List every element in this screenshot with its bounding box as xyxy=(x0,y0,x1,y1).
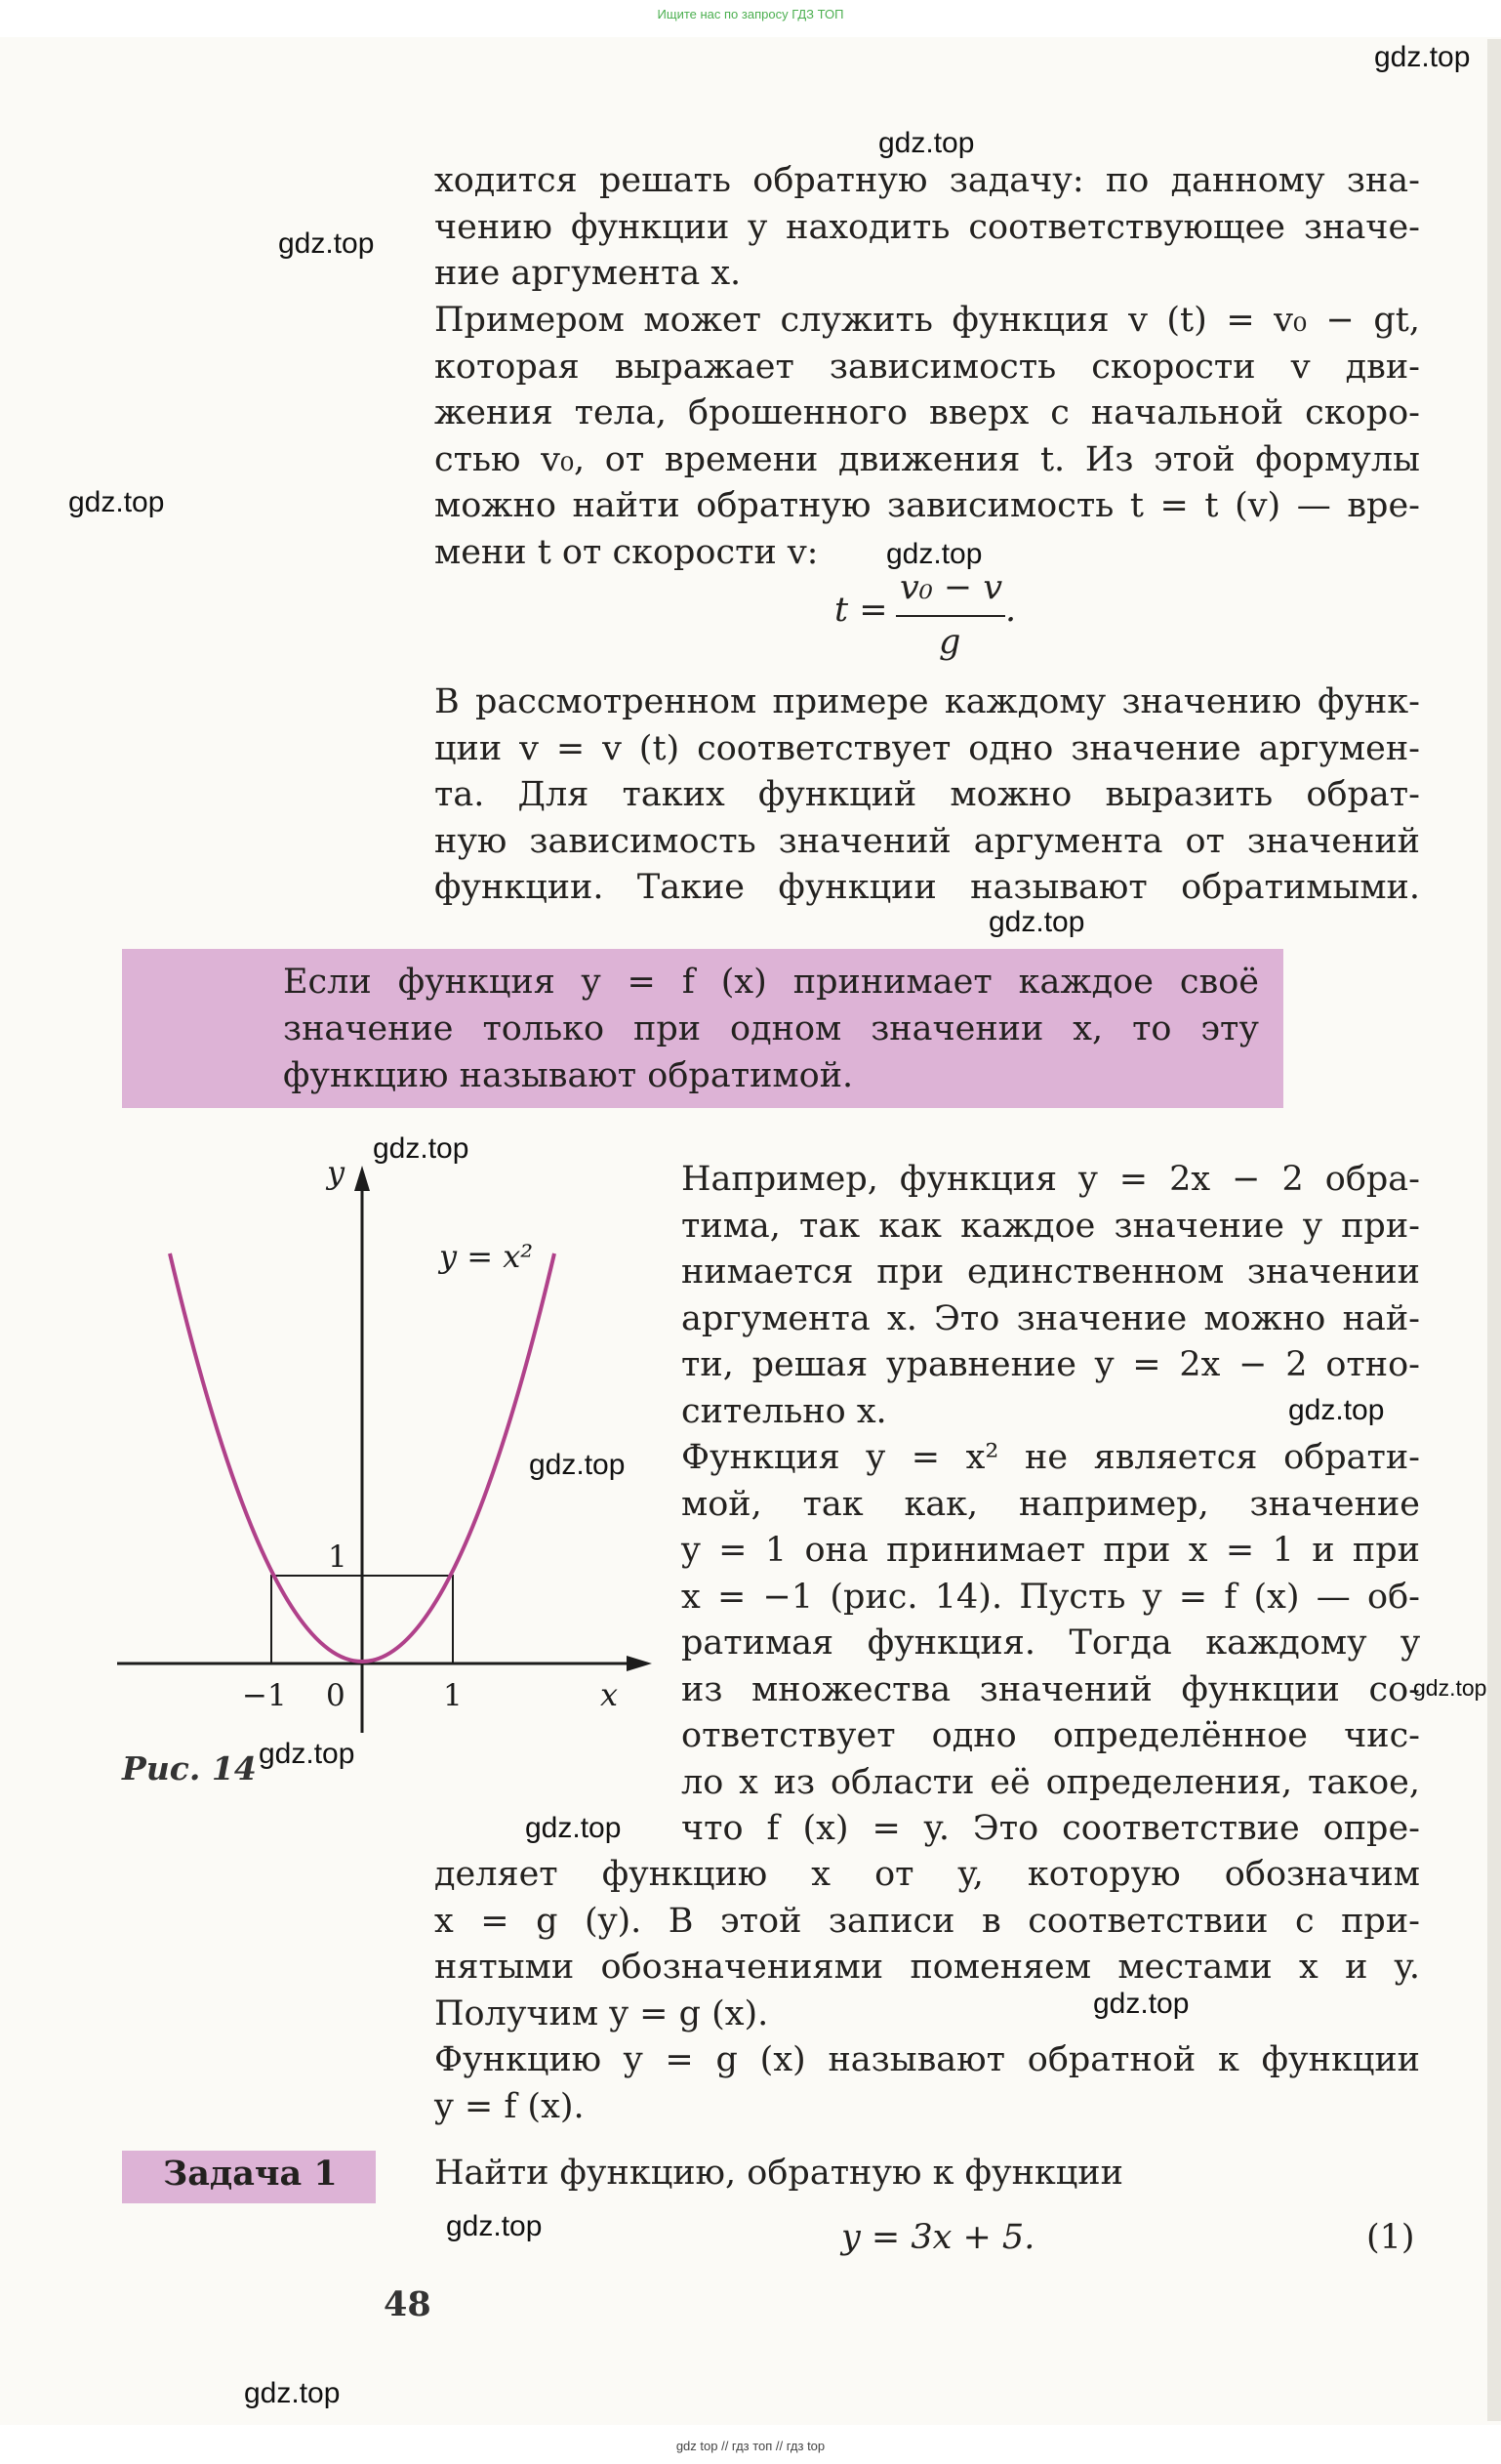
text-line: y = f (x). xyxy=(434,2086,585,2126)
text-line: ние аргумента x. xyxy=(434,254,742,293)
text-line: ратимая функция. Тогда каждому y xyxy=(681,1623,1420,1663)
text-line: сительно x. xyxy=(681,1391,887,1431)
watermark: gdz.top xyxy=(1093,1988,1190,2020)
text-line: Получим y = g (x). xyxy=(434,1993,769,2033)
watermark: gdz.top xyxy=(1374,41,1471,73)
tick-label-x-one: 1 xyxy=(443,1678,463,1713)
formula-denominator: g xyxy=(939,623,961,662)
text-line: мой, так как, например, значение xyxy=(681,1484,1420,1524)
fraction-bar xyxy=(896,615,1005,617)
text-line: мени t от скорости v: xyxy=(434,532,819,572)
watermark: gdz.top xyxy=(446,2210,543,2242)
paragraph-inverse-map xyxy=(434,1852,1420,2037)
text-line: ти, решая уравнение y = 2x − 2 отно- xyxy=(681,1345,1420,1384)
bottom-banner-text[interactable]: gdz top // гдз топ // гдз top xyxy=(675,2439,826,2453)
text-line: Функция y = x² не является обрати- xyxy=(681,1438,1420,1477)
task-formula: y = 3x + 5. xyxy=(841,2218,1035,2257)
watermark: gdz.top xyxy=(1288,1394,1385,1426)
text-line: Примером может служить функция v (t) = v₀ − gt, xyxy=(434,301,1420,340)
text-line: которая выражает зависимость скорости v дви- xyxy=(434,347,1420,387)
text-line: нимается при единственном значении xyxy=(681,1253,1420,1292)
text-line: функцию называют обратимой. xyxy=(283,1056,854,1095)
text-line: x = −1 (рис. 14). Пусть y = f (x) — об- xyxy=(681,1577,1420,1617)
page-number: 48 xyxy=(384,2284,431,2324)
x-axis-arrow-icon xyxy=(627,1656,652,1671)
task-text: Найти функцию, обратную к функции xyxy=(434,2154,1123,2193)
text-line: ходится решать обратную задачу: по данному зна- xyxy=(434,161,1420,200)
y-axis-arrow-icon xyxy=(354,1166,370,1191)
watermark: gdz.top xyxy=(886,538,983,570)
text-line: x = g (y). В этой записи в соответствии с при- xyxy=(434,1901,1420,1941)
watermark: gdz.top xyxy=(529,1449,626,1481)
text-line: значение только при одном значении x, то эту xyxy=(283,1009,1259,1048)
formula-lhs: t = xyxy=(834,591,888,630)
paragraph-parabola xyxy=(681,1435,1420,1853)
text-line: Функцию y = g (x) называют обратной к функции xyxy=(434,2040,1420,2079)
figure-caption: Рис. 14 xyxy=(122,1749,257,1787)
text-line: та. Для таких функций можно выразить обрат- xyxy=(434,775,1420,814)
watermark: gdz.top xyxy=(989,906,1085,938)
page-edge-shadow xyxy=(1487,39,1501,2421)
text-line: аргумента x. Это значение можно най- xyxy=(681,1298,1420,1338)
y-axis-label: y xyxy=(327,1154,345,1191)
text-line: y = 1 она принимает при x = 1 и при xyxy=(681,1531,1420,1570)
text-line: что f (x) = y. Это соответствие опре- xyxy=(681,1809,1420,1848)
formula-numerator: v₀ − v xyxy=(900,568,1003,607)
top-banner[interactable] xyxy=(0,0,1501,37)
watermark: gdz.top xyxy=(878,127,975,159)
bottom-banner[interactable] xyxy=(0,2425,1501,2464)
text-line: нятыми обозначениями поменяем местами x и y. xyxy=(434,1948,1420,1987)
text-line: тима, так как каждое значение y при- xyxy=(681,1206,1420,1246)
paragraph-invertible xyxy=(434,679,1420,912)
formula-period: . xyxy=(1005,591,1017,630)
watermark: gdz.top xyxy=(278,227,375,260)
text-line: ную зависимость значений аргумента от значений xyxy=(434,821,1420,861)
tick-label-zero: 0 xyxy=(326,1678,345,1713)
text-line: В рассмотренном примере каждому значению функ- xyxy=(434,682,1420,721)
text-line: Например, функция y = 2x − 2 обра- xyxy=(681,1160,1420,1199)
paragraph-intro xyxy=(434,158,1420,298)
top-banner-text[interactable]: Ищите нас по запросу ГДЗ ТОП xyxy=(657,7,844,21)
watermark: gdz.top xyxy=(244,2377,341,2409)
watermark: gdz.top xyxy=(525,1812,622,1844)
x-axis-label: x xyxy=(600,1676,619,1713)
text-line: чению функции y находить соответствующее значе- xyxy=(434,207,1420,247)
paragraph-inverse-definition xyxy=(434,2037,1420,2130)
paragraph-example xyxy=(434,298,1420,576)
text-line: из множества значений функции со- xyxy=(681,1669,1420,1709)
tick-label-minus-one: −1 xyxy=(242,1678,287,1713)
text-line: функции. Такие функции называют обратимыми. xyxy=(434,868,1420,907)
watermark: gdz.top xyxy=(373,1132,469,1165)
watermark: gdz.top xyxy=(259,1738,355,1770)
text-line: Если функция y = f (x) принимает каждое своё xyxy=(283,963,1259,1002)
text-line: ответствует одно определённое чис- xyxy=(681,1716,1420,1755)
task-equation-number: (1) xyxy=(1366,2218,1415,2257)
text-line: деляет функцию x от y, которую обозначим xyxy=(434,1855,1420,1894)
task-label: Задача 1 xyxy=(163,2154,338,2194)
curve-label: y = x² xyxy=(439,1238,534,1275)
watermark: gdz.top xyxy=(68,486,165,518)
parabola-figure xyxy=(117,1132,659,1738)
text-line: ло x из области её определения, такое, xyxy=(681,1762,1420,1802)
watermark: gdz.top xyxy=(1413,1675,1487,1701)
text-line: жения тела, брошенного вверх с начальной скоро- xyxy=(434,393,1420,432)
text-line: ции v = v (t) соответствует одно значение аргумен- xyxy=(434,728,1420,768)
paragraph-linear-example xyxy=(681,1157,1420,1435)
definition-text xyxy=(283,959,1259,1099)
tick-label-y-one: 1 xyxy=(328,1540,347,1575)
text-line: можно найти обратную зависимость t = t (v) — вре- xyxy=(434,486,1420,525)
text-line: стью v₀, от времени движения t. Из этой формулы xyxy=(434,439,1420,479)
